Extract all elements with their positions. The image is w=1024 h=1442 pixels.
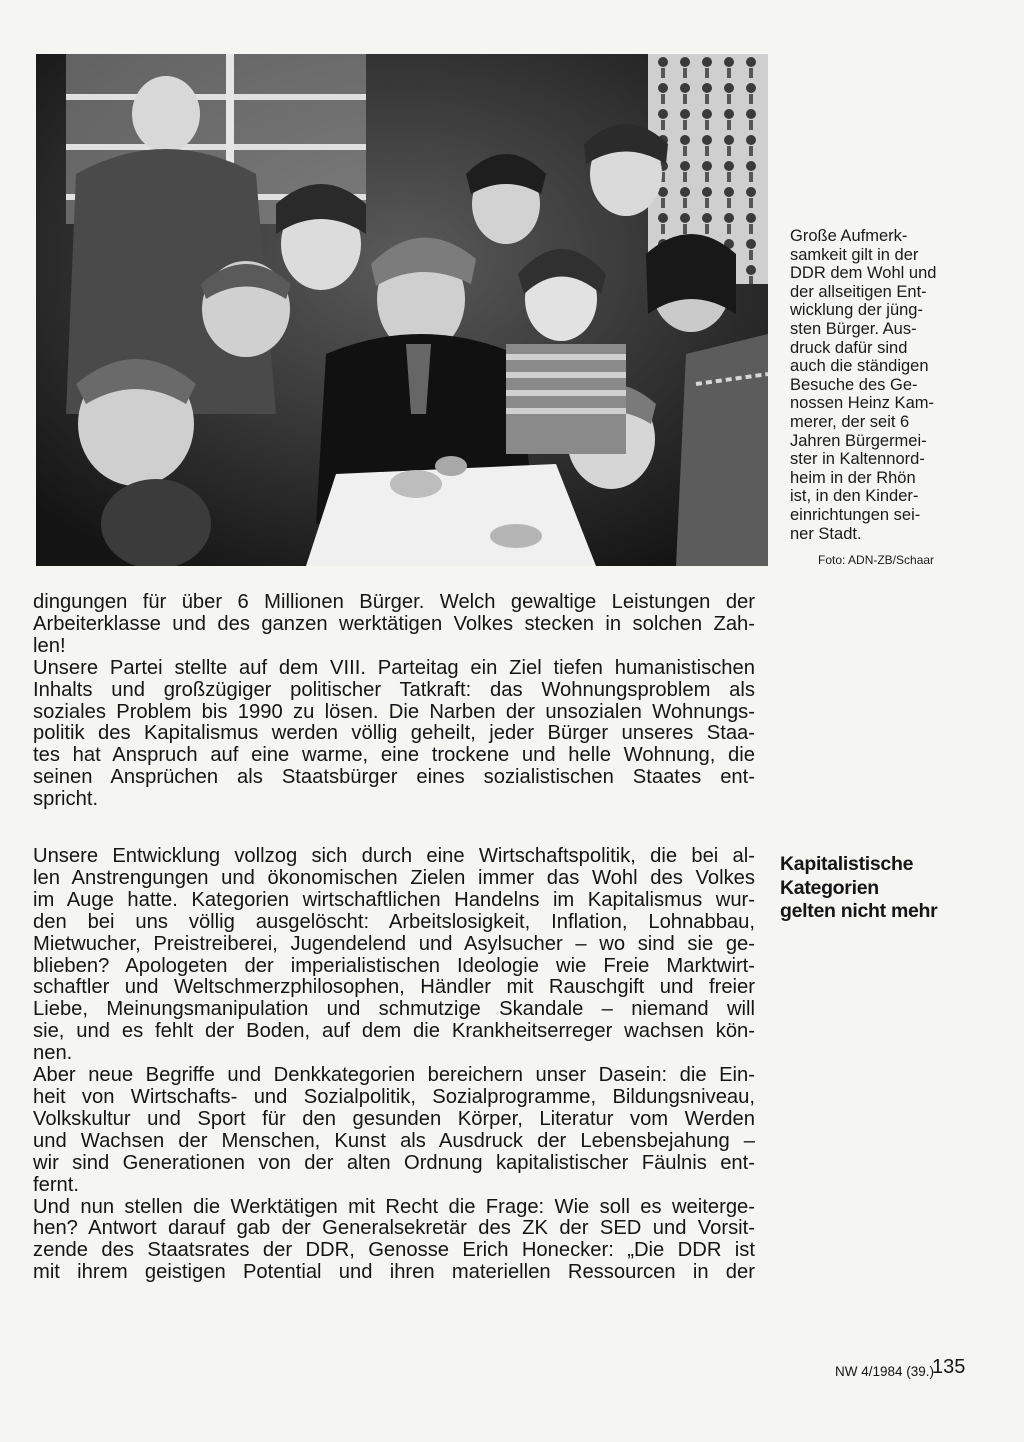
caption-line: auch die ständigen <box>790 357 929 376</box>
caption-line: DDR dem Wohl und <box>790 264 937 283</box>
caption-line: merer, der seit 6 <box>790 412 910 431</box>
side-heading-line: Kapitalistische <box>780 853 914 875</box>
caption-line: sten Bürger. Aus- <box>790 319 917 338</box>
body-line: im Auge hatte. Kategorien wirtschaftlichen Handelns im Kapitalismus wur- <box>33 888 755 911</box>
body-line: Volkskultur und Sport für den gesunden Körper, Literatur vom Werden <box>33 1107 755 1130</box>
caption-line: ist, in den Kinder- <box>790 487 919 506</box>
body-text-block-1 <box>33 592 755 811</box>
body-line: soziales Problem bis 1990 zu lösen. Die Narben der unsozialen Wohnungs- <box>33 700 755 723</box>
body-line: seinen Ansprüchen als Staatsbürger eines sozialistischen Staates ent- <box>33 766 755 789</box>
body-line: dingungen für über 6 Millionen Bürger. Welch gewaltige Leistungen der <box>33 591 755 613</box>
body-line: Aber neue Begriffe und Denkkategorien bereichern unser Dasein: die Ein- <box>33 1064 755 1087</box>
side-heading <box>780 853 980 924</box>
caption-line: druck dafür sind <box>790 338 908 357</box>
caption-line: der allseitigen Ent- <box>790 282 927 301</box>
body-text-block-2 <box>33 846 755 1284</box>
body-line: Unsere Partei stellte auf dem VIII. Parteitag ein Ziel tiefen humanistischen <box>33 656 755 679</box>
caption-line: Jahren Bürgermei- <box>790 431 927 450</box>
caption-line: ner Stadt. <box>790 524 862 543</box>
photo-caption <box>790 227 980 543</box>
body-line: Arbeiterklasse und des ganzen werktätigen Volkes stecken in solchen Zah- <box>33 612 755 635</box>
caption-line: Große Aufmerk- <box>790 227 908 245</box>
body-line: Unsere Entwicklung vollzog sich durch eine Wirtschaftspolitik, die bei al- <box>33 845 755 867</box>
news-photo <box>36 54 768 566</box>
body-line: blieben? Apologeten der imperialistischen Ideologie wie Freie Marktwirt- <box>33 954 755 977</box>
issue-reference: NW 4/1984 (39.) <box>835 1364 935 1379</box>
photo-illustration <box>36 54 768 566</box>
side-heading-line: Kategorien <box>780 876 879 899</box>
body-line: politik des Kapitalismus werden völlig geheilt, jeder Bürger unseres Staa- <box>33 722 755 745</box>
page-number: 135 <box>932 1356 966 1378</box>
body-line: Und nun stellen die Werktätigen mit Recht die Frage: Wie soll es weiterge- <box>33 1195 755 1218</box>
body-line: nen. <box>33 1042 73 1065</box>
body-line: Mietwucher, Preistreiberei, Jugendelend und Asylsucher – wo sind sie ge- <box>33 932 755 955</box>
body-line: Liebe, Meinungsmanipulation und schmutzige Skandale – niemand will <box>33 998 755 1021</box>
body-line: tes hat Anspruch auf eine warme, eine trockene und helle Wohnung, die <box>33 744 755 767</box>
body-line: mit ihrem geistigen Potential und ihren materiellen Ressourcen in der <box>33 1261 755 1284</box>
body-line: schaftler und Weltschmerzphilosophen, Händler mit Rauschgift und freier <box>33 976 755 999</box>
body-line: hen? Antwort darauf gab der Generalsekretär des ZK der SED und Vorsit- <box>33 1217 755 1240</box>
caption-line: wicklung der jüng- <box>790 301 923 320</box>
body-line: spricht. <box>33 788 99 811</box>
body-line: sie, und es fehlt der Boden, auf dem die Krankheitserreger wachsen kön- <box>33 1020 755 1043</box>
caption-line: einrichtungen sei- <box>790 505 921 524</box>
side-heading-line: gelten nicht mehr <box>780 900 938 922</box>
body-line: heit von Wirtschafts- und Sozialpolitik, Sozialprogramme, Bildungsniveau, <box>33 1085 755 1108</box>
body-line: Inhalts und großzügiger politischer Tatkraft: das Wohnungsproblem als <box>33 678 755 701</box>
body-line: len! <box>33 634 66 657</box>
body-line: len Anstrengungen und ökonomischen Zielen immer das Wohl des Volkes <box>33 866 755 889</box>
body-line: zende des Staatsrates der DDR, Genosse Erich Honecker: „Die DDR ist <box>33 1239 755 1262</box>
photo-credit: Foto: ADN-ZB/Schaar <box>818 553 935 567</box>
caption-line: ster in Kaltennord- <box>790 450 925 469</box>
caption-line: samkeit gilt in der <box>790 245 919 264</box>
body-line: den bei uns völlig ausgelöscht: Arbeitslosigkeit, Inflation, Lohnabbau, <box>33 910 755 933</box>
caption-line: Besuche des Ge- <box>790 375 918 394</box>
caption-line: nossen Heinz Kam- <box>790 394 934 413</box>
body-line: fernt. <box>33 1173 80 1196</box>
body-line: wir sind Generationen von der alten Ordnung kapitalistischer Fäulnis ent- <box>33 1151 755 1174</box>
caption-line: heim in der Rhön <box>790 468 916 487</box>
body-line: und Wachsen der Menschen, Kunst als Ausdruck der Lebensbejahung – <box>33 1129 755 1152</box>
